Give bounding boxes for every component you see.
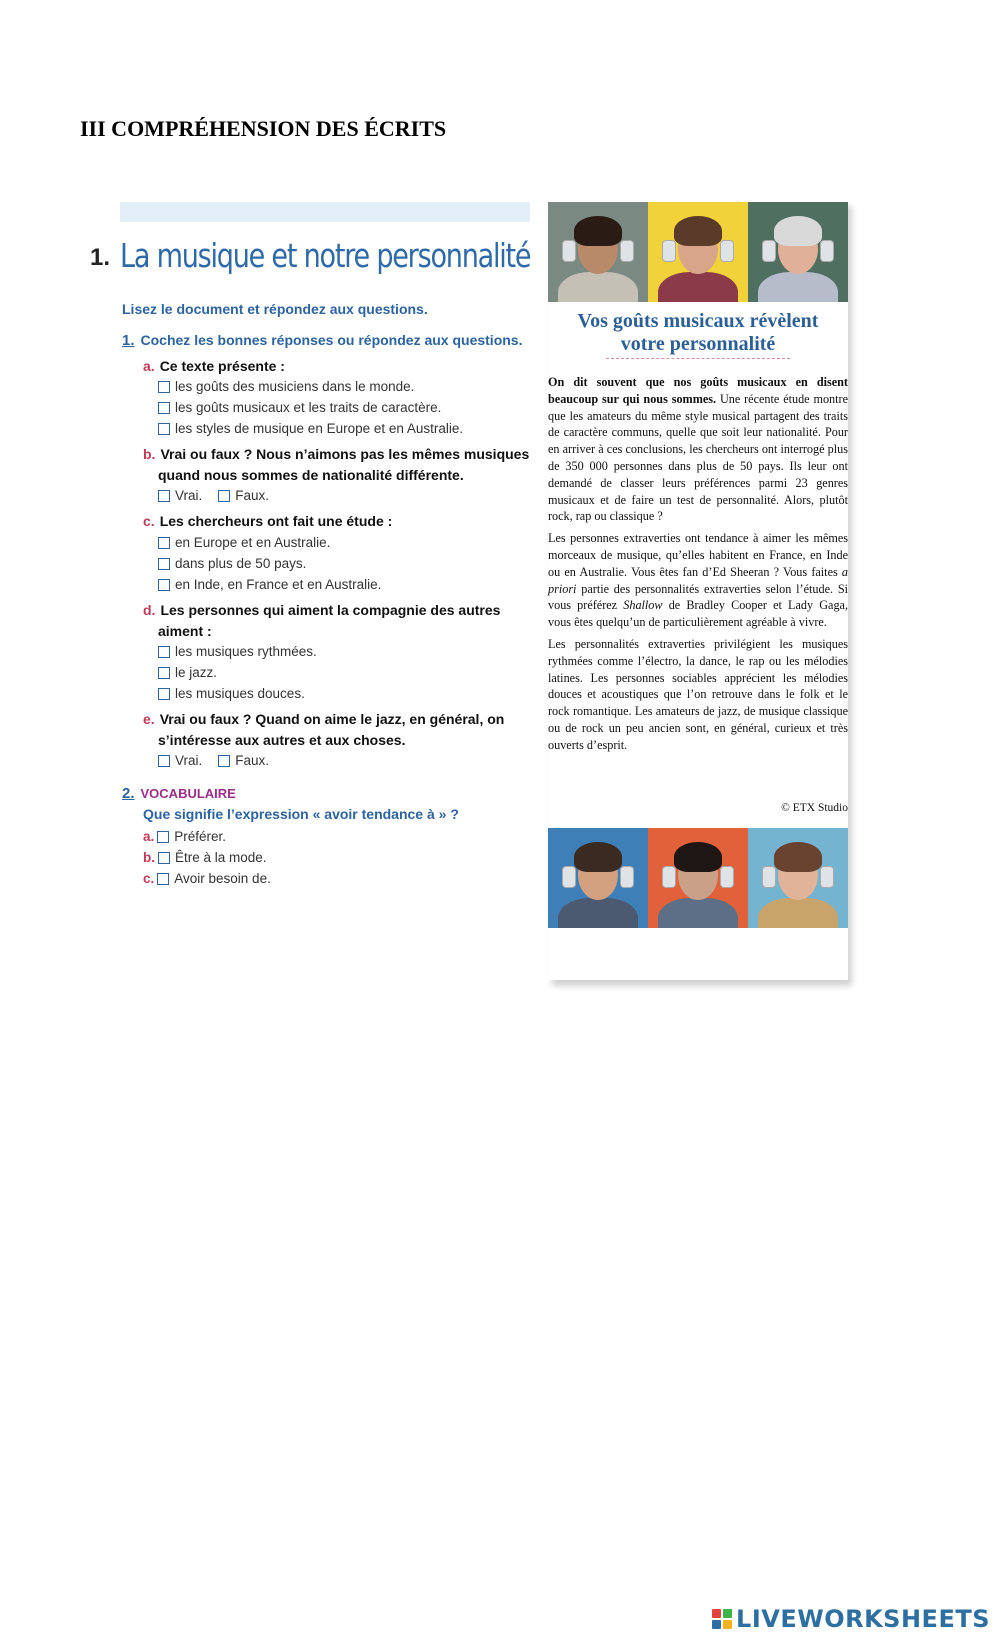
item-e-prompt-1: Vrai ou faux ? Quand on aime le jazz, en général, on [159,711,505,727]
checkbox[interactable] [157,831,169,843]
option-q2-c[interactable] [143,871,271,886]
item-b-prompt-1: Vrai ou faux ? Nous n’aimons pas les mêmes musiques [160,446,530,462]
article-body [548,374,848,759]
title-divider [606,358,790,359]
checkbox[interactable] [158,423,170,435]
option-label: Être à la mode. [175,850,267,865]
liveworksheets-logo [712,1605,990,1633]
photo-smiling-man-headphones [548,828,648,928]
checkbox[interactable] [158,646,170,658]
exercise-title: La musique et notre personnalité [120,236,531,275]
logo-text: LIVEWORKSHEETS [736,1605,990,1633]
paragraph-2-text-a: Les personnes extraverties ont tendance à aimer les mêmes morceaux de musique, qu’elles habitent en France, en Inde ou en Australie. Vous êtes fan d’Ed Sheeran ? Vous faites [548,531,848,579]
question-2-heading [122,785,236,802]
checkbox[interactable] [158,381,170,393]
option-label: le jazz. [175,665,218,680]
option-label: Faux. [235,488,270,503]
checkbox[interactable] [218,755,230,767]
option-label: dans plus de 50 pays. [175,556,307,571]
article-lead: On dit souvent que nos goûts musicaux en disent beaucoup sur qui nous sommes. [548,375,848,406]
photo-girl-headphones [748,828,848,928]
article-title [548,310,848,356]
option-e-false[interactable] [218,753,269,768]
paragraph-2-text-b: partie des personnalités extraverties selon l’étude. Si vous préférez [548,581,848,613]
option-label: en Inde, en France et en Australie. [175,577,382,592]
question-1-heading [122,332,522,349]
paragraph-2-text-c: de Bradley Cooper et Lady Gaga, vous êtes quelqu’un de particulièrement agréable à vivre. [548,598,849,630]
option-letter: b. [143,850,155,865]
option-d2[interactable] [158,665,217,680]
checkbox[interactable] [158,667,170,679]
item-e-choices [158,753,285,768]
option-b-false[interactable] [218,488,269,503]
option-label: les goûts des musiciens dans le monde. [175,379,415,394]
item-d-prompt-2: aiment : [158,623,212,639]
worksheet-page [80,200,530,990]
item-e-letter: e. [143,711,155,727]
option-d3[interactable] [158,686,305,701]
article-title-line-2: votre personnalité [620,333,776,355]
option-q2-a[interactable] [143,829,226,844]
italic-shallow: Shallow [623,598,663,613]
checkbox[interactable] [158,558,170,570]
option-q2-b[interactable] [143,850,267,865]
checkbox[interactable] [218,490,230,502]
option-c2[interactable] [158,556,306,571]
option-label: les goûts musicaux et les traits de caractère. [175,400,442,415]
instruction: Lisez le document et répondez aux questions. [122,301,428,317]
item-d-letter: d. [143,602,156,618]
question-2-number: 2. [122,785,135,802]
checkbox[interactable] [158,579,170,591]
option-label: les styles de musique en Europe et en Australie. [175,421,464,436]
question-1-label: Cochez les bonnes réponses ou répondez aux questions. [140,332,523,348]
option-b-true[interactable] [158,488,202,503]
question-2-label: VOCABULAIRE [140,786,236,801]
item-a-letter: a. [143,358,155,374]
paragraph-3: Les personnalités extraverties privilégient les musiques rythmées comme l’électro, la dance, le rap ou les mélodies latines. Les personnes sociables apprécient les mélodies douces et acoustiques que l’on retrouve dans le folk et le rock romantique. Les amateurs de jazz, de musique classique ou de rock un peu ancien sont, en général, curieux et très ouverts d’esprit. [548,636,848,752]
article-card [548,200,848,980]
option-c3[interactable] [158,577,381,592]
option-label: les musiques rythmées. [175,644,317,659]
option-letter: a. [143,829,155,844]
option-label: les musiques douces. [175,686,305,701]
item-d [143,602,500,618]
article-title-line-1: Vos goûts musicaux révèlent [577,310,819,332]
option-d1[interactable] [158,644,317,659]
item-d-prompt-1: Les personnes qui aiment la compagnie des autres [160,602,501,618]
paragraph-1-text: Une récente étude montre que les amateurs du même style musical partagent des traits de caractère communs, quelle que soit leur nationalité. Pour en arriver à ces conclusions, les chercheurs ont interrogé plus de 350 000 personnes dans plus de 50 pays. Ils leur ont demandé de classer leurs préférences parmi 23 genres musicaux et de faire un test de personnalité. Alors, plutôt rock, rap ou classique ? [548,391,848,524]
checkbox[interactable] [158,537,170,549]
checkbox[interactable] [158,490,170,502]
photo-older-man-headphones [748,202,848,302]
item-e-prompt-2: s’intéresse aux autres et aux choses. [158,732,406,748]
item-a-prompt: Ce texte présente : [159,358,285,374]
option-e-true[interactable] [158,753,202,768]
photo-woman-dark-hair-headphones [648,828,748,928]
option-label: Vrai. [175,488,203,503]
item-b-letter: b. [143,446,156,462]
item-b-choices [158,488,285,503]
option-label: en Europe et en Australie. [175,535,331,550]
option-a1[interactable] [158,379,414,394]
checkbox[interactable] [157,873,169,885]
photo-woman-headphones [648,202,748,302]
option-label: Vrai. [175,753,203,768]
option-letter: c. [143,871,155,886]
item-c-prompt: Les chercheurs ont fait une étude : [159,513,393,529]
paragraph-2 [548,530,848,631]
option-label: Préférer. [174,829,227,844]
photo-man-headphones [548,202,648,302]
option-c1[interactable] [158,535,330,550]
item-b-prompt-2: quand nous sommes de nationalité différente. [158,467,464,483]
article-credit: © ETX Studio [781,802,848,814]
paragraph-1 [548,374,848,525]
item-e [143,711,504,727]
photo-strip-bottom [548,828,848,928]
photo-strip-top [548,202,848,302]
option-label: Avoir besoin de. [174,871,271,886]
item-c [143,513,392,529]
option-a2[interactable] [158,400,441,415]
section-heading: III COMPRÉHENSION DES ÉCRITS [80,116,447,141]
item-b [143,446,529,462]
header-band [120,202,530,222]
option-a3[interactable] [158,421,463,436]
item-c-letter: c. [143,513,155,529]
option-label: Faux. [235,753,270,768]
italic-a-priori: a priori [548,564,848,596]
question-1-number: 1. [122,332,135,349]
checkbox[interactable] [158,688,170,700]
exercise-number: 1. [90,244,111,271]
item-a [143,358,285,374]
question-2-prompt: Que signifie l’expression « avoir tendance à » ? [143,806,459,822]
logo-icon [712,1609,732,1629]
checkbox[interactable] [158,755,170,767]
checkbox[interactable] [158,852,170,864]
checkbox[interactable] [158,402,170,414]
